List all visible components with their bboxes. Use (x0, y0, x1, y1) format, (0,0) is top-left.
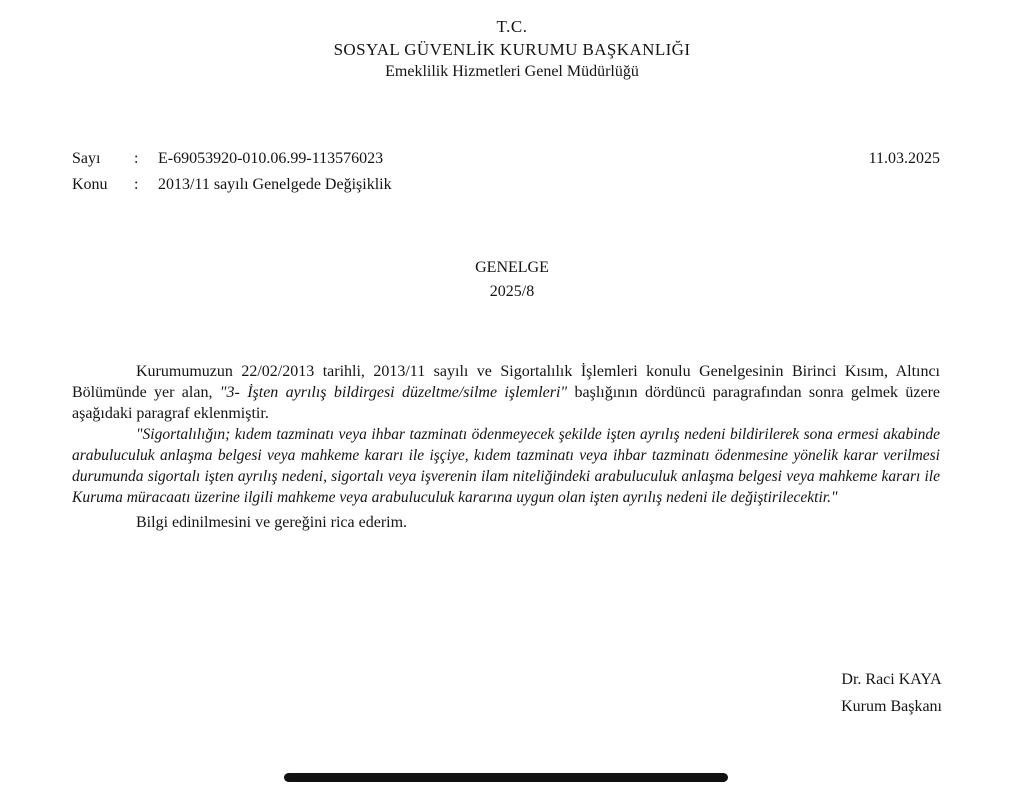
header-institution: SOSYAL GÜVENLİK KURUMU BAŞKANLIĞI (333, 40, 691, 59)
body-paragraph (72, 361, 940, 424)
header-tc: T.C. (496, 17, 528, 36)
konu-value: 2013/11 sayılı Genelgede Değişiklik (158, 176, 392, 193)
sayi-value: E-69053920-010.06.99-113576023 (158, 150, 384, 167)
signatory-title: Kurum Başkanı (841, 698, 942, 715)
meta-konu-row (72, 172, 952, 198)
para1-end: başlığının dördüncü paragrafından sonra gelmek üzere aşağıdaki paragraf eklenmiştir. (72, 384, 940, 422)
header-department: Emeklilik Hizmetleri Genel Müdürlüğü (385, 63, 639, 80)
document-meta (72, 146, 952, 198)
sayi-label: Sayı (72, 150, 101, 167)
konu-label: Konu (72, 176, 108, 193)
signature-block (841, 666, 942, 720)
quoted-paragraph: "Sigortalılığın; kıdem tazminatı veya ihbar tazminatı ödenmeyecek şekilde işten ayrılış nedeni bildirilerek sona ermesi akabinde arabuluculuk anlaşma belgesi veya mahkeme kararı ile işçiye, kıdem tazminatı veya ihbar tazminatı ödenmesine yönelik karar verilmesi durumunda sigortalı işten ayrılış nedeni, sigortalı veya işverenin ilam niteliğindeki arabuluculuk anlaşma belgesi veya mahkeme kararı ile Kuruma müracaatı üzerine ilgili mahkeme veya arabuluculuk kararına uygun olan işten ayrılış nedeni ile değiştirilecektir." (72, 426, 940, 506)
sayi-colon: : (134, 150, 139, 167)
closing-sentence: Bilgi edinilmesini ve gereğini rica ederim. (136, 514, 408, 531)
konu-colon: : (134, 176, 139, 193)
document-header (0, 16, 1024, 83)
para1-italic-heading: "3- İşten ayrılış bildirgesi düzeltme/silme işlemleri" (219, 384, 568, 401)
para1-start: Kurumumuzun 22/02/2013 tarihli, 2013/11 sayılı ve Sigortalılık İşlemleri konulu Genelgesinin Birinci Kısım, Altıncı Bölümünde yer alan, (72, 363, 940, 401)
title-number: 2025/8 (489, 283, 535, 300)
home-indicator-bar[interactable] (284, 773, 728, 782)
signatory-name: Dr. Raci KAYA (841, 671, 942, 688)
document-title (0, 256, 1024, 304)
document-body (72, 361, 940, 533)
title-genelge: GENELGE (475, 259, 549, 276)
document-date: 11.03.2025 (868, 150, 940, 167)
meta-sayi-row (72, 146, 952, 172)
